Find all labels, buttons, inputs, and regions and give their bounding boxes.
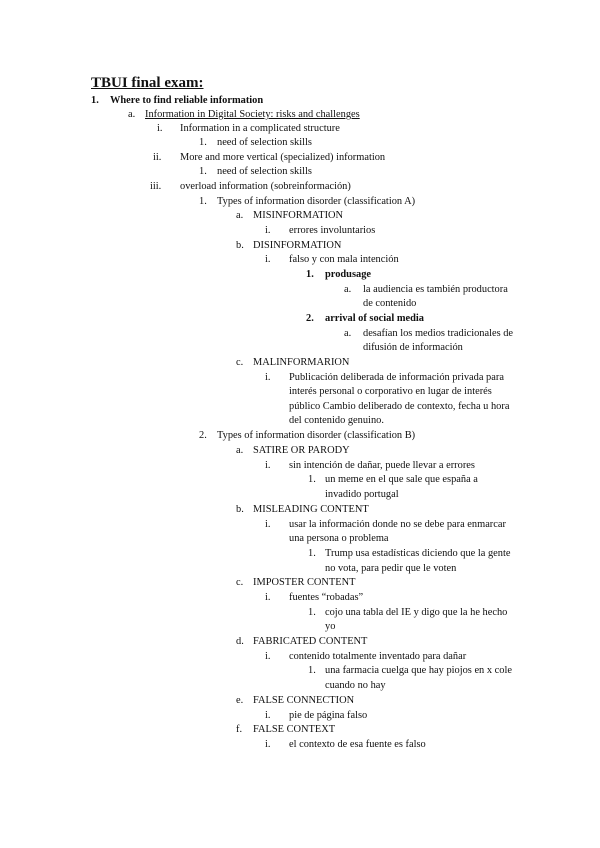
list-marker: i. — [265, 225, 271, 236]
list-marker: i. — [265, 710, 271, 721]
list-item-text: need of selection skills — [217, 137, 312, 148]
list-marker: b. — [236, 240, 244, 251]
list-marker: 1. — [308, 474, 316, 485]
list-marker: 1. — [308, 548, 316, 559]
list-item-text: arrival of social media — [325, 313, 424, 324]
list-marker: 1. — [199, 166, 207, 177]
list-item-text: Where to find reliable information — [110, 95, 264, 106]
list-marker: f. — [236, 724, 243, 735]
list-item-text: produsage — [325, 269, 372, 280]
list-item-text: interés personal o corporativo en lugar de interés — [289, 386, 492, 397]
list-item-text: DISINFORMATION — [253, 240, 342, 251]
list-marker: 1. — [306, 269, 314, 280]
list-item-text: SATIRE OR PARODY — [253, 445, 350, 456]
list-marker: iii. — [150, 181, 162, 192]
list-marker: 1. — [91, 95, 99, 106]
list-item-text: cojo una tabla del IE y digo que la he hecho — [325, 607, 508, 618]
list-item-text: sin intención de dañar, puede llevar a errores — [289, 460, 475, 471]
list-marker: 2. — [199, 430, 207, 441]
list-marker: ii. — [153, 152, 162, 163]
list-item-text: Types of information disorder (classification B) — [217, 430, 416, 441]
list-marker: a. — [344, 328, 352, 339]
list-item-text: MISLEADING CONTENT — [253, 504, 369, 515]
list-item-text: MALINFORMARION — [253, 357, 350, 368]
list-marker: 1. — [308, 607, 316, 618]
list-item-text: la audiencia es también productora — [363, 284, 508, 295]
list-marker: a. — [236, 445, 244, 456]
list-item-text: IMPOSTER CONTENT — [253, 577, 356, 588]
list-item-text: Publicación deliberada de información privada para — [289, 372, 504, 383]
list-item-text: overload information (sobreinformación) — [180, 181, 351, 192]
list-item-text: desafían los medios tradicionales de — [363, 328, 514, 339]
list-item-text: Types of information disorder (classification A) — [217, 196, 416, 207]
list-marker: a. — [344, 284, 352, 295]
list-item-text: una persona o problema — [289, 533, 389, 544]
list-item-text: need of selection skills — [217, 166, 312, 177]
list-item-text: Trump usa estadísticas diciendo que la gente — [325, 548, 511, 559]
list-item-text: usar la información donde no se debe para enmarcar — [289, 519, 506, 530]
list-item-text: cuando no hay — [325, 680, 386, 691]
list-item-text: fuentes “robadas” — [289, 592, 364, 603]
list-marker: 1. — [199, 196, 207, 207]
list-marker: d. — [236, 636, 244, 647]
list-item-text: difusión de información — [363, 342, 463, 353]
list-item-text: no vota, para pedir que le voten — [325, 563, 457, 574]
list-item-text: una farmacia cuelga que hay piojos en x cole — [325, 665, 512, 676]
list-item-text: FALSE CONNECTION — [253, 695, 355, 706]
list-item-text: pie de página falso — [289, 710, 368, 721]
list-marker: i. — [265, 254, 271, 265]
list-item-text: More and more vertical (specialized) information — [180, 152, 386, 163]
list-marker: 1. — [308, 665, 316, 676]
list-marker: i. — [265, 372, 271, 383]
list-marker: i. — [157, 123, 163, 134]
list-item-text: errores involuntarios — [289, 225, 376, 236]
list-item-text: público Cambio deliberado de contexto, fecha u hora — [289, 401, 510, 412]
list-marker: a. — [236, 210, 244, 221]
list-item-text: falso y con mala intención — [289, 254, 399, 265]
list-item-text: un meme en el que sale que españa a — [325, 474, 478, 485]
list-item-text: MISINFORMATION — [253, 210, 344, 221]
list-marker: c. — [236, 357, 244, 368]
list-item-text: de contenido — [363, 298, 417, 309]
list-item-text: Information in Digital Society: risks and challenges — [145, 109, 360, 120]
list-marker: i. — [265, 519, 271, 530]
list-marker: i. — [265, 460, 271, 471]
list-marker: i. — [265, 651, 271, 662]
list-marker: 1. — [199, 137, 207, 148]
list-item-text: Information in a complicated structure — [180, 123, 340, 134]
list-item-text: FALSE CONTEXT — [253, 724, 336, 735]
list-item-text: yo — [325, 621, 336, 632]
list-marker: b. — [236, 504, 244, 515]
list-marker: 2. — [306, 313, 314, 324]
list-item-text: FABRICATED CONTENT — [253, 636, 368, 647]
list-marker: e. — [236, 695, 244, 706]
list-item-text: contenido totalmente inventado para dañar — [289, 651, 467, 662]
page-title: TBUI final exam: — [91, 75, 204, 91]
list-marker: a. — [128, 109, 136, 120]
list-marker: c. — [236, 577, 244, 588]
list-item-text: del contenido genuino. — [289, 415, 384, 426]
list-marker: i. — [265, 592, 271, 603]
list-item-text: invadido portugal — [325, 489, 399, 500]
list-marker: i. — [265, 739, 271, 750]
list-item-text: el contexto de esa fuente es falso — [289, 739, 426, 750]
